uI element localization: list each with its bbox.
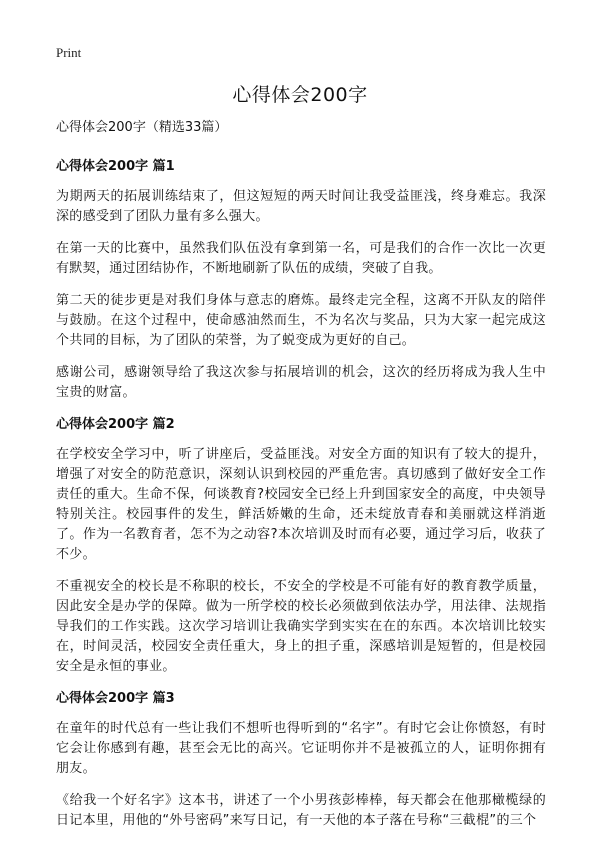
section-heading: 心得体会200字 篇1: [56, 159, 175, 174]
paragraph: 为期两天的拓展训练结束了，但这短短的两天时间让我受益匪浅，终身难忘。我深深的感受到了团队力量有多么强大。: [56, 189, 546, 224]
paragraph: 在童年的时代总有一些让我们不想听也得听到的“名字”。有时它会让你愤怒，有时它会让你感到有趣，甚至会无比的高兴。它证明你并不是被孤立的人，证明你拥有朋友。: [56, 721, 546, 776]
document-title: 心得体会200字: [232, 84, 368, 106]
section-2: [56, 415, 546, 677]
document-content: [56, 118, 546, 843]
paragraph: 《给我一个好名字》这本书，讲述了一个小男孩彭棒棒，每天都会在他那橄榄绿的日记本里，用他的“外号密码”来写日记，有一天他的本子落在号称“三截棍”的三个: [56, 793, 546, 828]
section-1: [56, 157, 546, 403]
section-heading: 心得体会200字 篇2: [56, 417, 175, 432]
document-subtitle: 心得体会200字（精选33篇）: [56, 120, 228, 135]
print-link[interactable]: Print: [56, 45, 82, 60]
paragraph: 在学校安全学习中，听了讲座后，受益匪浅。对安全方面的知识有了较大的提升，增强了对安全的防范意识，深刻认识到校园的严重危害。真切感到了做好安全工作责任的重大。生命不保，何谈教育?校园安全已经上升到国家安全的高度，中央领导特别关注。校园事件的发生，鲜活娇嫩的生命，还未绽放青春和美丽就这样消逝了。作为一名教育者，怎不为之动容?本次培训及时而有必要，通过学习后，收获了不少。: [56, 447, 546, 562]
paragraph: 不重视安全的校长是不称职的校长，不安全的学校是不可能有好的教育教学质量，因此安全是办学的保障。做为一所学校的校长必须做到依法办学，用法律、法规指导我们的工作实践。这次学习培训让我确实学到实实在在的东西。本次培训比较实在，时间灵活，校园安全责任重大，身上的担子重，深感培训是短暂的，但是校园安全是永恒的事业。: [56, 579, 546, 674]
paragraph: 感谢公司，感谢领导给了我这次参与拓展培训的机会，这次的经历将成为我人生中宝贵的财富。: [56, 365, 546, 400]
section-heading: 心得体会200字 篇3: [56, 691, 175, 706]
paragraph: 在第一天的比赛中，虽然我们队伍没有拿到第一名，可是我们的合作一次比一次更有默契，通过团结协作，不断地刷新了队伍的成绩，突破了自我。: [56, 241, 546, 276]
paragraph: 第二天的徒步更是对我们身体与意志的磨炼。最终走完全程，这离不开队友的陪伴与鼓励。在这个过程中，使命感油然而生，不为名次与奖品，只为大家一起完成这个共同的目标，为了团队的荣誉，为了蜕变成为更好的自己。: [56, 293, 546, 348]
section-3: [56, 689, 546, 831]
